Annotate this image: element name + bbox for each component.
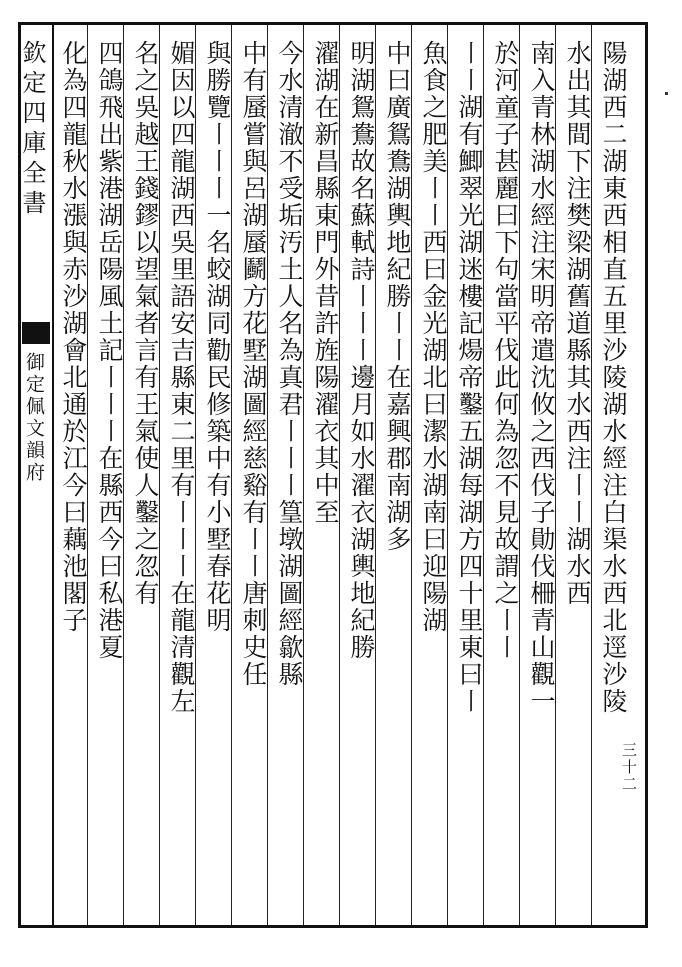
margin-rule — [52, 22, 54, 928]
text-column: 與勝覽〡〡〡一名蛟湖同勸民修築中有小墅春花明 — [203, 40, 232, 634]
book-title: 御定佩文韻府 — [23, 352, 45, 484]
text-column: 於河童子甚麗曰下句當平伐此何為忽不見故謂之〡〡 — [491, 40, 520, 661]
text-column: 魚食之肥美〡〡西曰金光湖北曰潔水湖南曰迎陽湖 — [419, 40, 448, 634]
text-column: 中曰廣鴛鴦湖輿地紀勝〡〡在嘉興郡南湖多 — [383, 40, 412, 553]
margin-dot — [665, 92, 668, 95]
fish-tail-mark — [22, 322, 50, 344]
text-column: 四鴿飛出紫港湖岳陽風土記〡〡〡在縣西今曰私港夏 — [95, 40, 124, 661]
text-column: 今水清澈不受垢汚土人名為真君〡〡〡篁墩湖圖經歙縣 — [275, 40, 304, 688]
text-column: 化為四龍秋水漲與赤沙湖會北通於江今曰藕池閣子 — [59, 40, 88, 634]
text-column: 媚因以四龍湖西吳里語安吉縣東二里有〡〡〡在龍清觀左 — [167, 40, 196, 715]
text-column: 濯湖在新昌縣東門外昔許旌陽濯衣其中至 — [311, 40, 340, 526]
edition-title: 欽定四庫全書 — [18, 40, 46, 220]
text-column: 南入青林湖水經注宋明帝遣沈攸之西伐子勛伐柵青山觀一 — [527, 40, 556, 715]
text-column: 名之吳越王錢鏐以望氣者言有王氣使人鑿之忽有 — [131, 40, 160, 607]
text-column: 中有蜃嘗與呂湖蜃鬬方花墅湖圖經慈谿有〡〡唐刺史任 — [239, 40, 268, 688]
text-column: 〡〡湖有鯽翠光湖迷樓記煬帝鑿五湖每湖方四十里東曰〡 — [455, 40, 484, 715]
text-column: 明湖鴛鴦故名蘇軾詩〡〡〡邊月如水濯衣湖輿地紀勝 — [347, 40, 376, 661]
text-column: 水出其間下注樊梁湖舊道縣其水西注〡〡湖水西 — [563, 40, 592, 607]
text-column: 陽湖西二湖東西相直五里沙陵湖水經注白渠水西北逕沙陵 — [599, 40, 628, 715]
page-number: 三十二 — [620, 742, 638, 793]
book-margin — [18, 30, 50, 920]
